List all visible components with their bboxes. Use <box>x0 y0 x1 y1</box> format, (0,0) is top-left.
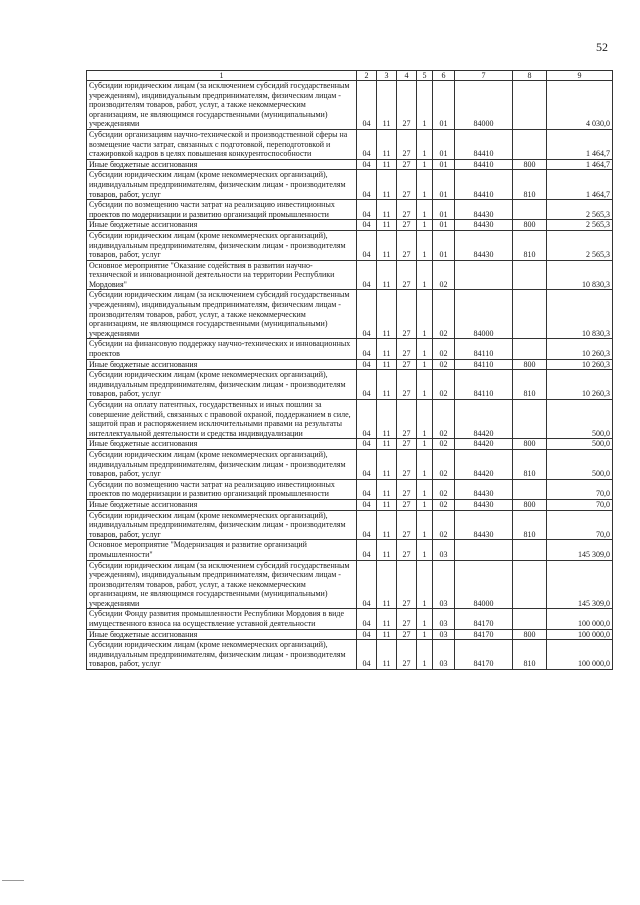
amount: 10 260,3 <box>547 370 613 400</box>
code-direction: 84420 <box>455 449 513 479</box>
code-subprogram: 1 <box>417 640 433 670</box>
code-expense-type: 810 <box>513 170 547 200</box>
code-program: 27 <box>397 510 417 540</box>
row-description: Субсидии юридическим лицам (за исключением субсидий государственным учреждениям), индивидуальным предпринимателям, физическим лицам - производителям товаров, работ, услуг, а также некоммерческим организациям, не являющимся государственными (муниципальными) учреждениями <box>87 81 357 130</box>
code-subsection: 11 <box>377 200 397 220</box>
code-measure: 02 <box>433 400 455 439</box>
amount: 1 464,7 <box>547 159 613 170</box>
amount: 10 260,3 <box>547 359 613 370</box>
code-direction: 84000 <box>455 81 513 130</box>
code-subsection: 11 <box>377 260 397 290</box>
row-description: Субсидии юридическим лицам (кроме некоммерческих организаций), индивидуальным предпринимателям, физическим лицам - производителям товаров, работ, услуг <box>87 449 357 479</box>
row-description: Субсидии юридическим лицам (за исключением субсидий государственным учреждениям), индивидуальным предпринимателям, физическим лицам - производителям товаров, работ, услуг, а также некоммерческим организациям, не являющимся государственными (муниципальными) учреждениями <box>87 560 357 609</box>
code-expense-type <box>513 290 547 339</box>
code-program: 27 <box>397 200 417 220</box>
code-direction: 84410 <box>455 129 513 159</box>
code-subsection: 11 <box>377 220 397 231</box>
code-program: 27 <box>397 339 417 359</box>
table-row <box>87 359 613 370</box>
row-description: Субсидии по возмещению части затрат на реализацию инвестиционных проектов по модернизации и развитию организаций промышленности <box>87 479 357 499</box>
column-header: 7 <box>455 71 513 81</box>
budget-table <box>86 70 613 670</box>
code-direction: 84430 <box>455 230 513 260</box>
row-description: Иные бюджетные ассигнования <box>87 159 357 170</box>
code-program: 27 <box>397 230 417 260</box>
table-row <box>87 290 613 339</box>
code-measure: 01 <box>433 81 455 130</box>
code-expense-type <box>513 560 547 609</box>
amount: 70,0 <box>547 479 613 499</box>
code-subprogram: 1 <box>417 260 433 290</box>
code-measure: 01 <box>433 200 455 220</box>
code-subprogram: 1 <box>417 540 433 560</box>
table-row <box>87 629 613 640</box>
code-measure: 02 <box>433 260 455 290</box>
code-program: 27 <box>397 449 417 479</box>
code-direction: 84430 <box>455 499 513 510</box>
code-expense-type: 800 <box>513 220 547 231</box>
code-section: 04 <box>357 230 377 260</box>
code-subprogram: 1 <box>417 220 433 231</box>
code-subprogram: 1 <box>417 479 433 499</box>
amount: 1 464,7 <box>547 129 613 159</box>
code-expense-type <box>513 400 547 439</box>
row-description: Иные бюджетные ассигнования <box>87 220 357 231</box>
code-program: 27 <box>397 220 417 231</box>
amount: 145 309,0 <box>547 540 613 560</box>
table-row <box>87 560 613 609</box>
code-measure: 03 <box>433 640 455 670</box>
code-direction: 84170 <box>455 640 513 670</box>
code-subprogram: 1 <box>417 359 433 370</box>
code-direction: 84430 <box>455 479 513 499</box>
table-row <box>87 200 613 220</box>
code-subsection: 11 <box>377 339 397 359</box>
code-section: 04 <box>357 449 377 479</box>
code-subsection: 11 <box>377 170 397 200</box>
table-row <box>87 220 613 231</box>
table-row <box>87 640 613 670</box>
code-subprogram: 1 <box>417 499 433 510</box>
code-measure: 02 <box>433 439 455 450</box>
column-header: 6 <box>433 71 455 81</box>
code-subsection: 11 <box>377 640 397 670</box>
amount: 4 030,0 <box>547 81 613 130</box>
scan-margin-mark <box>2 880 24 881</box>
code-section: 04 <box>357 479 377 499</box>
table-row <box>87 170 613 200</box>
column-header: 8 <box>513 71 547 81</box>
code-section: 04 <box>357 640 377 670</box>
code-subprogram: 1 <box>417 339 433 359</box>
code-measure: 01 <box>433 220 455 231</box>
code-section: 04 <box>357 220 377 231</box>
code-measure: 03 <box>433 540 455 560</box>
code-section: 04 <box>357 400 377 439</box>
code-expense-type: 800 <box>513 439 547 450</box>
code-direction: 84000 <box>455 560 513 609</box>
code-expense-type <box>513 540 547 560</box>
code-direction: 84170 <box>455 629 513 640</box>
code-expense-type <box>513 81 547 130</box>
code-subsection: 11 <box>377 439 397 450</box>
code-direction: 84430 <box>455 200 513 220</box>
code-subsection: 11 <box>377 510 397 540</box>
code-direction: 84000 <box>455 290 513 339</box>
amount: 10 830,3 <box>547 260 613 290</box>
code-program: 27 <box>397 439 417 450</box>
code-subsection: 11 <box>377 129 397 159</box>
code-program: 27 <box>397 129 417 159</box>
table-row <box>87 609 613 629</box>
code-subsection: 11 <box>377 629 397 640</box>
table-row <box>87 159 613 170</box>
amount: 500,0 <box>547 439 613 450</box>
code-subsection: 11 <box>377 290 397 339</box>
code-program: 27 <box>397 479 417 499</box>
code-measure: 02 <box>433 370 455 400</box>
code-subprogram: 1 <box>417 439 433 450</box>
code-measure: 01 <box>433 170 455 200</box>
column-header: 1 <box>87 71 357 81</box>
code-subprogram: 1 <box>417 81 433 130</box>
code-direction: 84170 <box>455 609 513 629</box>
code-section: 04 <box>357 560 377 609</box>
code-measure: 02 <box>433 510 455 540</box>
code-subprogram: 1 <box>417 230 433 260</box>
code-expense-type: 810 <box>513 230 547 260</box>
table-row <box>87 339 613 359</box>
code-subsection: 11 <box>377 359 397 370</box>
row-description: Субсидии юридическим лицам (кроме некоммерческих организаций), индивидуальным предпринимателям, физическим лицам - производителям товаров, работ, услуг <box>87 510 357 540</box>
code-subsection: 11 <box>377 560 397 609</box>
code-subprogram: 1 <box>417 370 433 400</box>
amount: 2 565,3 <box>547 200 613 220</box>
amount: 145 309,0 <box>547 560 613 609</box>
code-program: 27 <box>397 290 417 339</box>
code-section: 04 <box>357 339 377 359</box>
code-measure: 02 <box>433 359 455 370</box>
code-section: 04 <box>357 290 377 339</box>
code-measure: 02 <box>433 339 455 359</box>
row-description: Субсидии юридическим лицам (кроме некоммерческих организаций), индивидуальным предпринимателям, физическим лицам - производителям товаров, работ, услуг <box>87 170 357 200</box>
code-direction: 84410 <box>455 170 513 200</box>
code-section: 04 <box>357 129 377 159</box>
code-measure: 03 <box>433 609 455 629</box>
table-row <box>87 260 613 290</box>
code-subsection: 11 <box>377 540 397 560</box>
code-subprogram: 1 <box>417 560 433 609</box>
column-header: 9 <box>547 71 613 81</box>
code-direction: 84430 <box>455 510 513 540</box>
table-row <box>87 479 613 499</box>
code-expense-type: 800 <box>513 159 547 170</box>
row-description: Иные бюджетные ассигнования <box>87 499 357 510</box>
table-row <box>87 81 613 130</box>
code-direction: 84410 <box>455 159 513 170</box>
code-measure: 03 <box>433 629 455 640</box>
code-measure: 02 <box>433 290 455 339</box>
column-header: 3 <box>377 71 397 81</box>
amount: 100 000,0 <box>547 640 613 670</box>
code-program: 27 <box>397 170 417 200</box>
code-subsection: 11 <box>377 81 397 130</box>
table-body <box>87 81 613 670</box>
row-description: Субсидии по возмещению части затрат на реализацию инвестиционных проектов по модернизации и развитию организаций промышленности <box>87 200 357 220</box>
page-number: 52 <box>596 40 608 54</box>
table-row <box>87 370 613 400</box>
table-row <box>87 230 613 260</box>
amount: 70,0 <box>547 510 613 540</box>
code-program: 27 <box>397 640 417 670</box>
code-expense-type <box>513 339 547 359</box>
code-program: 27 <box>397 159 417 170</box>
table-header-row <box>87 71 613 81</box>
code-expense-type: 810 <box>513 370 547 400</box>
code-program: 27 <box>397 81 417 130</box>
row-description: Субсидии организациям научно-технической и производственной сферы на возмещение части затрат, связанных с подготовкой, переподготовкой и стажировкой кадров в целях повышения конкурентоспособности <box>87 129 357 159</box>
amount: 1 464,7 <box>547 170 613 200</box>
row-description: Субсидии юридическим лицам (кроме некоммерческих организаций), индивидуальным предпринимателям, физическим лицам - производителям товаров, работ, услуг <box>87 370 357 400</box>
code-subprogram: 1 <box>417 449 433 479</box>
code-expense-type: 810 <box>513 449 547 479</box>
code-subprogram: 1 <box>417 200 433 220</box>
row-description: Субсидии на оплату патентных, государственных и иных пошлин за совершение действий, связанных с правовой охраной, поддержанием в силе, защитой прав и распоряжением исключительными правами на результаты интеллектуальной деятельности и средства индивидуализации <box>87 400 357 439</box>
code-program: 27 <box>397 609 417 629</box>
row-description: Субсидии юридическим лицам (кроме некоммерческих организаций), индивидуальным предпринимателям, физическим лицам - производителям товаров, работ, услуг <box>87 640 357 670</box>
code-subsection: 11 <box>377 370 397 400</box>
code-direction: 84420 <box>455 400 513 439</box>
code-section: 04 <box>357 370 377 400</box>
code-measure: 01 <box>433 159 455 170</box>
code-measure: 02 <box>433 479 455 499</box>
code-section: 04 <box>357 200 377 220</box>
row-description: Основное мероприятие "Оказание содействия в развитии научно-технической и инновационной деятельности на территории Республики Мордовия" <box>87 260 357 290</box>
code-subprogram: 1 <box>417 290 433 339</box>
code-expense-type: 800 <box>513 629 547 640</box>
code-measure: 02 <box>433 449 455 479</box>
code-subsection: 11 <box>377 479 397 499</box>
code-subsection: 11 <box>377 609 397 629</box>
code-measure: 02 <box>433 499 455 510</box>
code-measure: 01 <box>433 129 455 159</box>
code-subprogram: 1 <box>417 170 433 200</box>
column-header: 4 <box>397 71 417 81</box>
amount: 100 000,0 <box>547 629 613 640</box>
code-subsection: 11 <box>377 159 397 170</box>
code-direction: 84430 <box>455 220 513 231</box>
column-header: 2 <box>357 71 377 81</box>
code-subprogram: 1 <box>417 510 433 540</box>
code-expense-type: 800 <box>513 499 547 510</box>
code-subsection: 11 <box>377 449 397 479</box>
code-expense-type <box>513 129 547 159</box>
code-section: 04 <box>357 499 377 510</box>
row-description: Субсидии юридическим лицам (за исключением субсидий государственным учреждениям), индивидуальным предпринимателям, физическим лицам - производителям товаров, работ, услуг, а также некоммерческим организациям, не являющимся государственными (муниципальными) учреждениями <box>87 290 357 339</box>
code-subsection: 11 <box>377 230 397 260</box>
amount: 2 565,3 <box>547 230 613 260</box>
row-description: Субсидии Фонду развития промышленности Республики Мордовия в виде имущественного взноса на осуществление уставной деятельности <box>87 609 357 629</box>
amount: 100 000,0 <box>547 609 613 629</box>
table-row <box>87 439 613 450</box>
code-program: 27 <box>397 370 417 400</box>
code-expense-type: 810 <box>513 510 547 540</box>
code-program: 27 <box>397 560 417 609</box>
code-section: 04 <box>357 159 377 170</box>
code-expense-type <box>513 260 547 290</box>
code-subprogram: 1 <box>417 129 433 159</box>
code-expense-type <box>513 200 547 220</box>
code-subsection: 11 <box>377 499 397 510</box>
code-program: 27 <box>397 499 417 510</box>
code-measure: 03 <box>433 560 455 609</box>
code-measure: 01 <box>433 230 455 260</box>
code-expense-type: 800 <box>513 359 547 370</box>
code-expense-type <box>513 609 547 629</box>
table-row <box>87 499 613 510</box>
code-direction: 84110 <box>455 359 513 370</box>
row-description: Субсидии на финансовую поддержку научно-технических и инновационных проектов <box>87 339 357 359</box>
code-section: 04 <box>357 359 377 370</box>
code-section: 04 <box>357 439 377 450</box>
row-description: Иные бюджетные ассигнования <box>87 439 357 450</box>
table-row <box>87 540 613 560</box>
code-subprogram: 1 <box>417 159 433 170</box>
amount: 500,0 <box>547 400 613 439</box>
table-row <box>87 510 613 540</box>
column-header: 5 <box>417 71 433 81</box>
code-section: 04 <box>357 609 377 629</box>
code-program: 27 <box>397 540 417 560</box>
code-expense-type <box>513 479 547 499</box>
code-subprogram: 1 <box>417 400 433 439</box>
code-direction: 84420 <box>455 439 513 450</box>
code-program: 27 <box>397 400 417 439</box>
code-program: 27 <box>397 629 417 640</box>
row-description: Иные бюджетные ассигнования <box>87 629 357 640</box>
code-program: 27 <box>397 359 417 370</box>
amount: 2 565,3 <box>547 220 613 231</box>
row-description: Субсидии юридическим лицам (кроме некоммерческих организаций), индивидуальным предпринимателям, физическим лицам - производителям товаров, работ, услуг <box>87 230 357 260</box>
row-description: Иные бюджетные ассигнования <box>87 359 357 370</box>
code-subprogram: 1 <box>417 629 433 640</box>
code-section: 04 <box>357 260 377 290</box>
code-section: 04 <box>357 629 377 640</box>
code-expense-type: 810 <box>513 640 547 670</box>
code-subsection: 11 <box>377 400 397 439</box>
code-section: 04 <box>357 540 377 560</box>
table-row <box>87 400 613 439</box>
amount: 10 830,3 <box>547 290 613 339</box>
code-direction <box>455 540 513 560</box>
code-direction <box>455 260 513 290</box>
code-direction: 84110 <box>455 339 513 359</box>
amount: 70,0 <box>547 499 613 510</box>
code-program: 27 <box>397 260 417 290</box>
row-description: Основное мероприятие "Модернизация и развитие организаций промышленности" <box>87 540 357 560</box>
code-section: 04 <box>357 170 377 200</box>
amount: 500,0 <box>547 449 613 479</box>
code-section: 04 <box>357 510 377 540</box>
table-row <box>87 129 613 159</box>
code-section: 04 <box>357 81 377 130</box>
amount: 10 260,3 <box>547 339 613 359</box>
code-subprogram: 1 <box>417 609 433 629</box>
code-direction: 84110 <box>455 370 513 400</box>
table-row <box>87 449 613 479</box>
